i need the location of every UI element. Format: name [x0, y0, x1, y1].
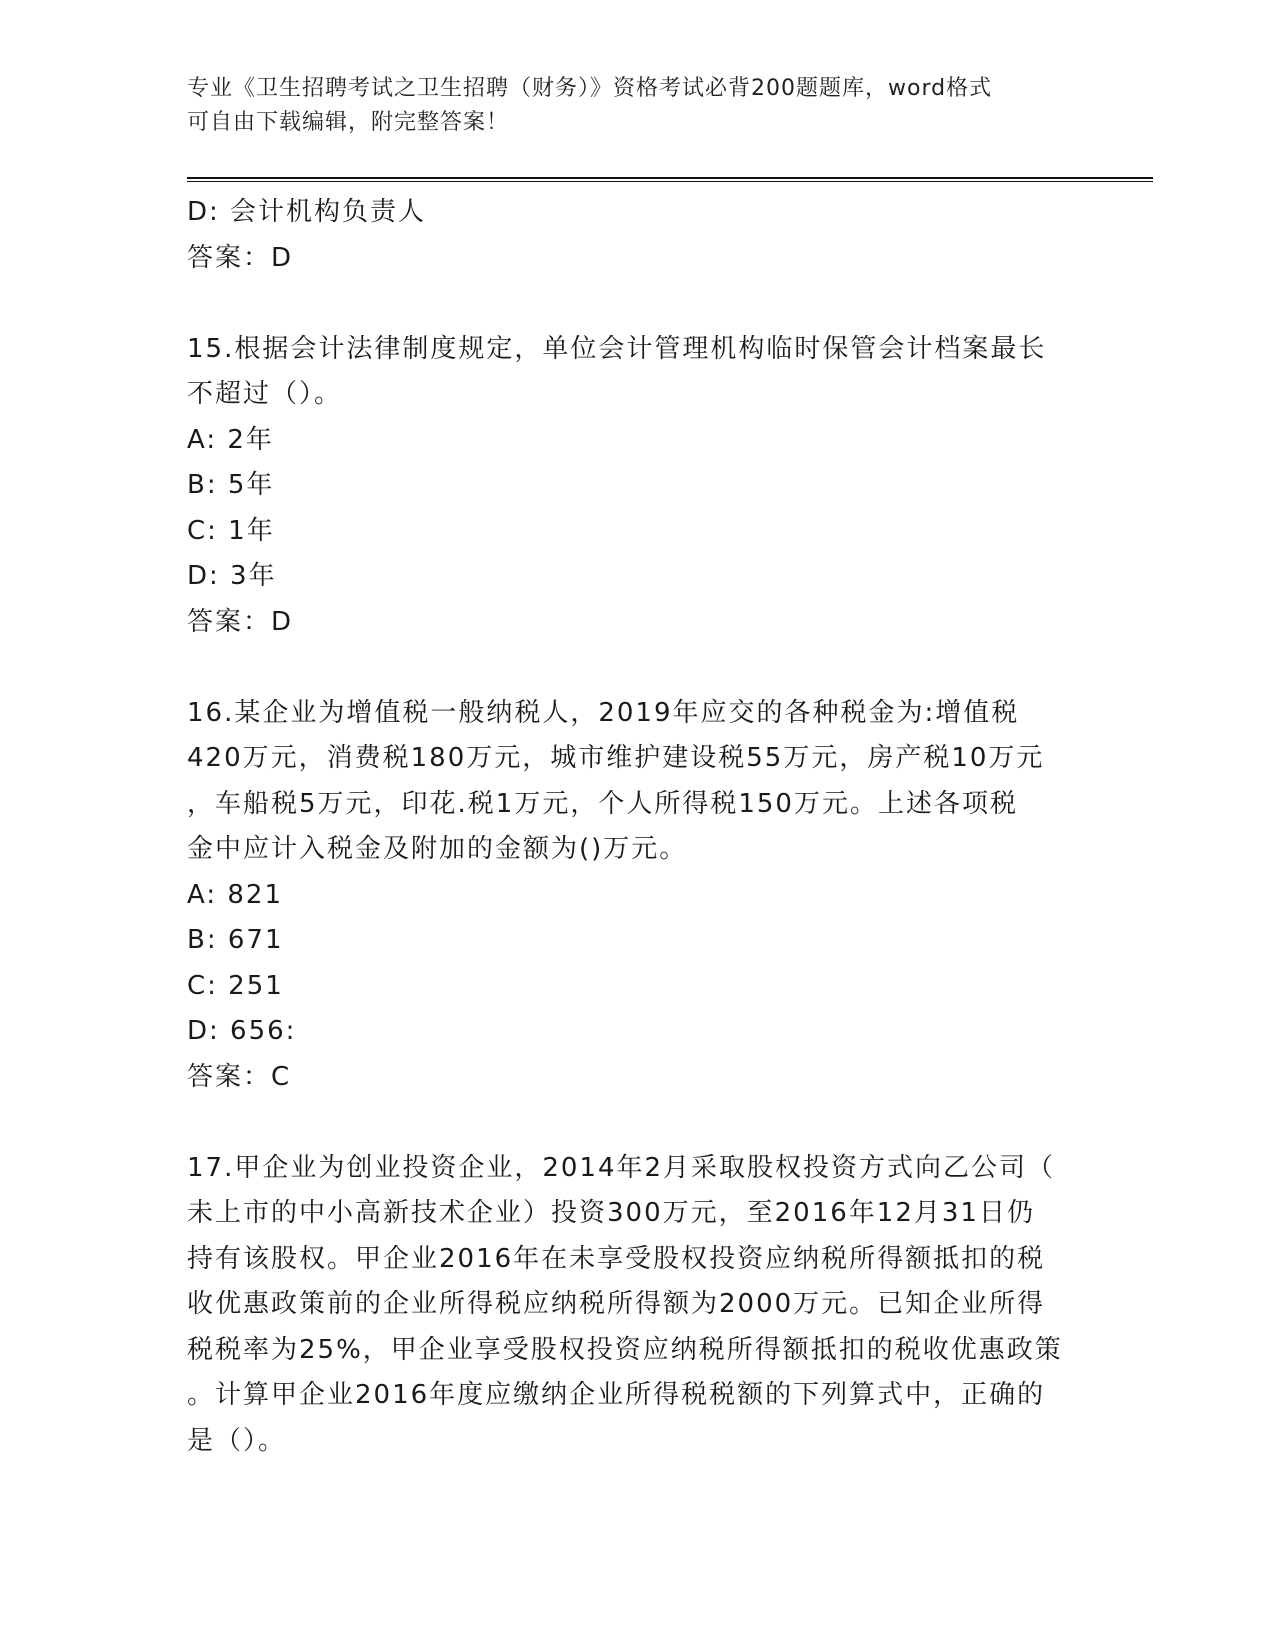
question-stem: [187, 691, 1087, 873]
header-title-line-1: 专业《卫生招聘考试之卫生招聘（财务）》资格考试必背200题题库，word格式: [187, 76, 993, 101]
header-divider: [187, 177, 1153, 182]
question-14-tail: [187, 190, 1087, 281]
stem-line: 。计算甲企业2016年度应缴纳企业所得税税额的下列算式中，正确的: [187, 1380, 1046, 1410]
option-b: B: 671: [187, 925, 284, 955]
option-d: D: 3年: [187, 561, 277, 591]
spacer: [187, 281, 1087, 327]
question-stem: [187, 1146, 1087, 1465]
option-b: B: 5年: [187, 470, 275, 500]
option-c: C: 1年: [187, 515, 275, 546]
stem-line: 税税率为25%，甲企业享受股权投资应纳税所得额抵扣的税收优惠政策: [187, 1334, 1063, 1365]
stem-line: 17.甲企业为创业投资企业，2014年2月采取股权投资方式向乙公司（: [187, 1152, 1056, 1183]
question-stem: [187, 327, 1087, 418]
header-title-line-2: 可自由下载编辑，附完整答案！: [187, 110, 510, 135]
stem-line: 是（）。: [187, 1425, 287, 1456]
spacer: [187, 645, 1087, 691]
option-a: A: 2年: [187, 424, 274, 455]
stem-line: 未上市的中小高新技术企业）投资300万元，至2016年12月31日仍: [187, 1198, 1035, 1228]
stem-line: 不超过（）。: [187, 379, 343, 409]
question-16: [187, 691, 1087, 1101]
answer-line: 答案：D: [187, 606, 294, 637]
stem-line: 持有该股权。甲企业2016年在未享受股权投资应纳税所得额抵扣的税: [187, 1243, 1046, 1274]
stem-line: 收优惠政策前的企业所得税应纳税所得额为2000万元。已知企业所得: [187, 1289, 1046, 1319]
stem-line: 金中应计入税金及附加的金额为()万元。: [187, 834, 688, 864]
document-header: [187, 72, 1087, 140]
stem-line: 420万元，消费税180万元，城市维护建设税55万元，房产税10万元: [187, 743, 1045, 773]
stem-line: ，车船税5万元，印花.税1万元，个人所得税150万元。上述各项税: [187, 788, 1018, 819]
question-15: [187, 327, 1087, 646]
answer-line: 答案：D: [187, 242, 294, 273]
question-17: [187, 1146, 1087, 1465]
stem-line: 15.根据会计法律制度规定，单位会计管理机构临时保管会计档案最长: [187, 333, 1047, 364]
option-c: C: 251: [187, 970, 284, 1001]
document-body: [187, 190, 1087, 1464]
option-d: D: 会计机构负责人: [187, 197, 427, 227]
option-d: D: 656:: [187, 1016, 297, 1046]
answer-line: 答案：C: [187, 1061, 292, 1092]
spacer: [187, 1100, 1087, 1146]
option-a: A: 821: [187, 879, 283, 910]
stem-line: 16.某企业为增值税一般纳税人，2019年应交的各种税金为:增值税: [187, 697, 1020, 728]
